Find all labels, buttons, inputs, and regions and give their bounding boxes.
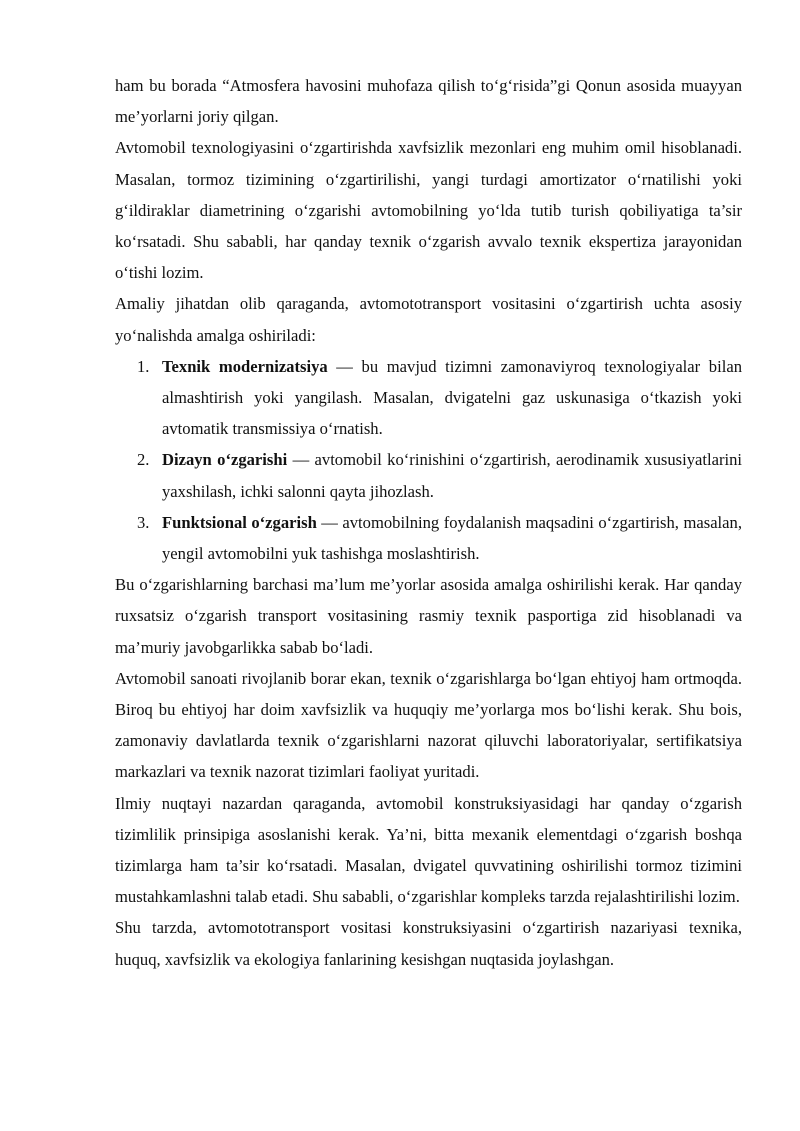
paragraph-industry-growth: Avtomobil sanoati rivojlanib borar ekan, texnik o‘zgarishlarga bo‘lgan ehtiyoj ham ortmoqda. Biroq bu ehtiyoj har doim xavfsizlik va huquqiy me’yorlarga mos bo‘lishi kerak. Shu bois, zamonaviy davlatlarda texnik o‘zgarishlarni nazorat qiluvchi laboratoriyalar, sertifikatsiya markazlari va texnik nazorat tizimlari faoliyat yuritadi.	[115, 668, 742, 782]
list-item-number: 3.	[137, 512, 150, 532]
document-page	[115, 70, 742, 975]
paragraph-systemic-principle: Ilmiy nuqtayi nazardan qaraganda, avtomobil konstruksiyasidagi har qanday o‘zgarish tizimlilik prinsipiga asoslanishi kerak. Ya’ni, bitta mexanik elementdagi o‘zgarish boshqa tizimlarga ham ta’sir ko‘rsatadi. Masalan, dvigatel quvvatining oshirilishi tormoz tizimini mustahkamlashni talab etadi. Shu sababli, o‘zgarishlar kompleks tarzda rejalashtirilishi lozim.	[115, 793, 742, 907]
list-item-number: 1.	[137, 356, 150, 376]
list-item-term: Texnik modernizatsiya	[162, 356, 328, 376]
paragraph-three-directions: Amaliy jihatdan olib qaraganda, avtomototransport vositasini o‘zgartirish uchta asosiy yo‘nalishda amalga oshiriladi:	[115, 294, 742, 345]
list-item-term: Dizayn o‘zgarishi	[162, 450, 288, 470]
paragraph-law-reference: ham bu borada “Atmosfera havosini muhofaza qilish to‘g‘risida”gi Qonun asosida muayyan me’yorlarni joriy qilgan.	[115, 76, 742, 127]
list-item-number: 2.	[137, 450, 150, 470]
list-item-term: Funktsional o‘zgarish	[162, 512, 317, 532]
list-item-text: — avtomobil ko‘rinishini o‘zgartirish, aerodinamik xususiyatlarini yaxshilash, ichki salonni qayta jihozlash.	[162, 450, 742, 501]
paragraph-norms-compliance: Bu o‘zgarishlarning barchasi ma’lum me’yorlar asosida amalga oshirilishi kerak. Har qanday ruxsatsiz o‘zgarish transport vositasining rasmiy texnik pasportiga zid hisoblanadi va ma’muriy javobgarlikka sabab bo‘ladi.	[115, 575, 742, 657]
paragraph-conclusion: Shu tarzda, avtomototransport vositasi konstruksiyasini o‘zgartirish nazariyasi texnika, huquq, xavfsizlik va ekologiya fanlarining kesishgan nuqtasida joylashgan.	[115, 918, 742, 969]
list-item	[115, 351, 742, 445]
list-item	[115, 444, 742, 506]
list-item-text: — avtomobilning foydalanish maqsadini o‘zgartirish, masalan, yengil avtomobilni yuk tashishga moslashtirish.	[162, 512, 742, 564]
list-item-text: — bu mavjud tizimni zamonaviyroq texnologiyalar bilan almashtirish yoki yangilash. Masalan, dvigatelni gaz uskunasiga o‘tkazish yoki avtomatik transmissiya o‘rnatish.	[162, 356, 742, 439]
list-item	[115, 507, 742, 569]
modification-types-list	[115, 351, 742, 569]
paragraph-safety-criteria: Avtomobil texnologiyasini o‘zgartirishda xavfsizlik mezonlari eng muhim omil hisoblanadi. Masalan, tormoz tizimining o‘zgartirilishi, yangi turdagi amortizator o‘rnatilishi yoki g‘ildiraklar diametrining o‘zgarishi avtomobilning yo‘lda tutib turish qobiliyatiga ta’sir ko‘rsatadi. Shu sababli, har qanday texnik o‘zgarish avvalo texnik ekspertiza jarayonidan o‘tishi lozim.	[115, 138, 742, 283]
